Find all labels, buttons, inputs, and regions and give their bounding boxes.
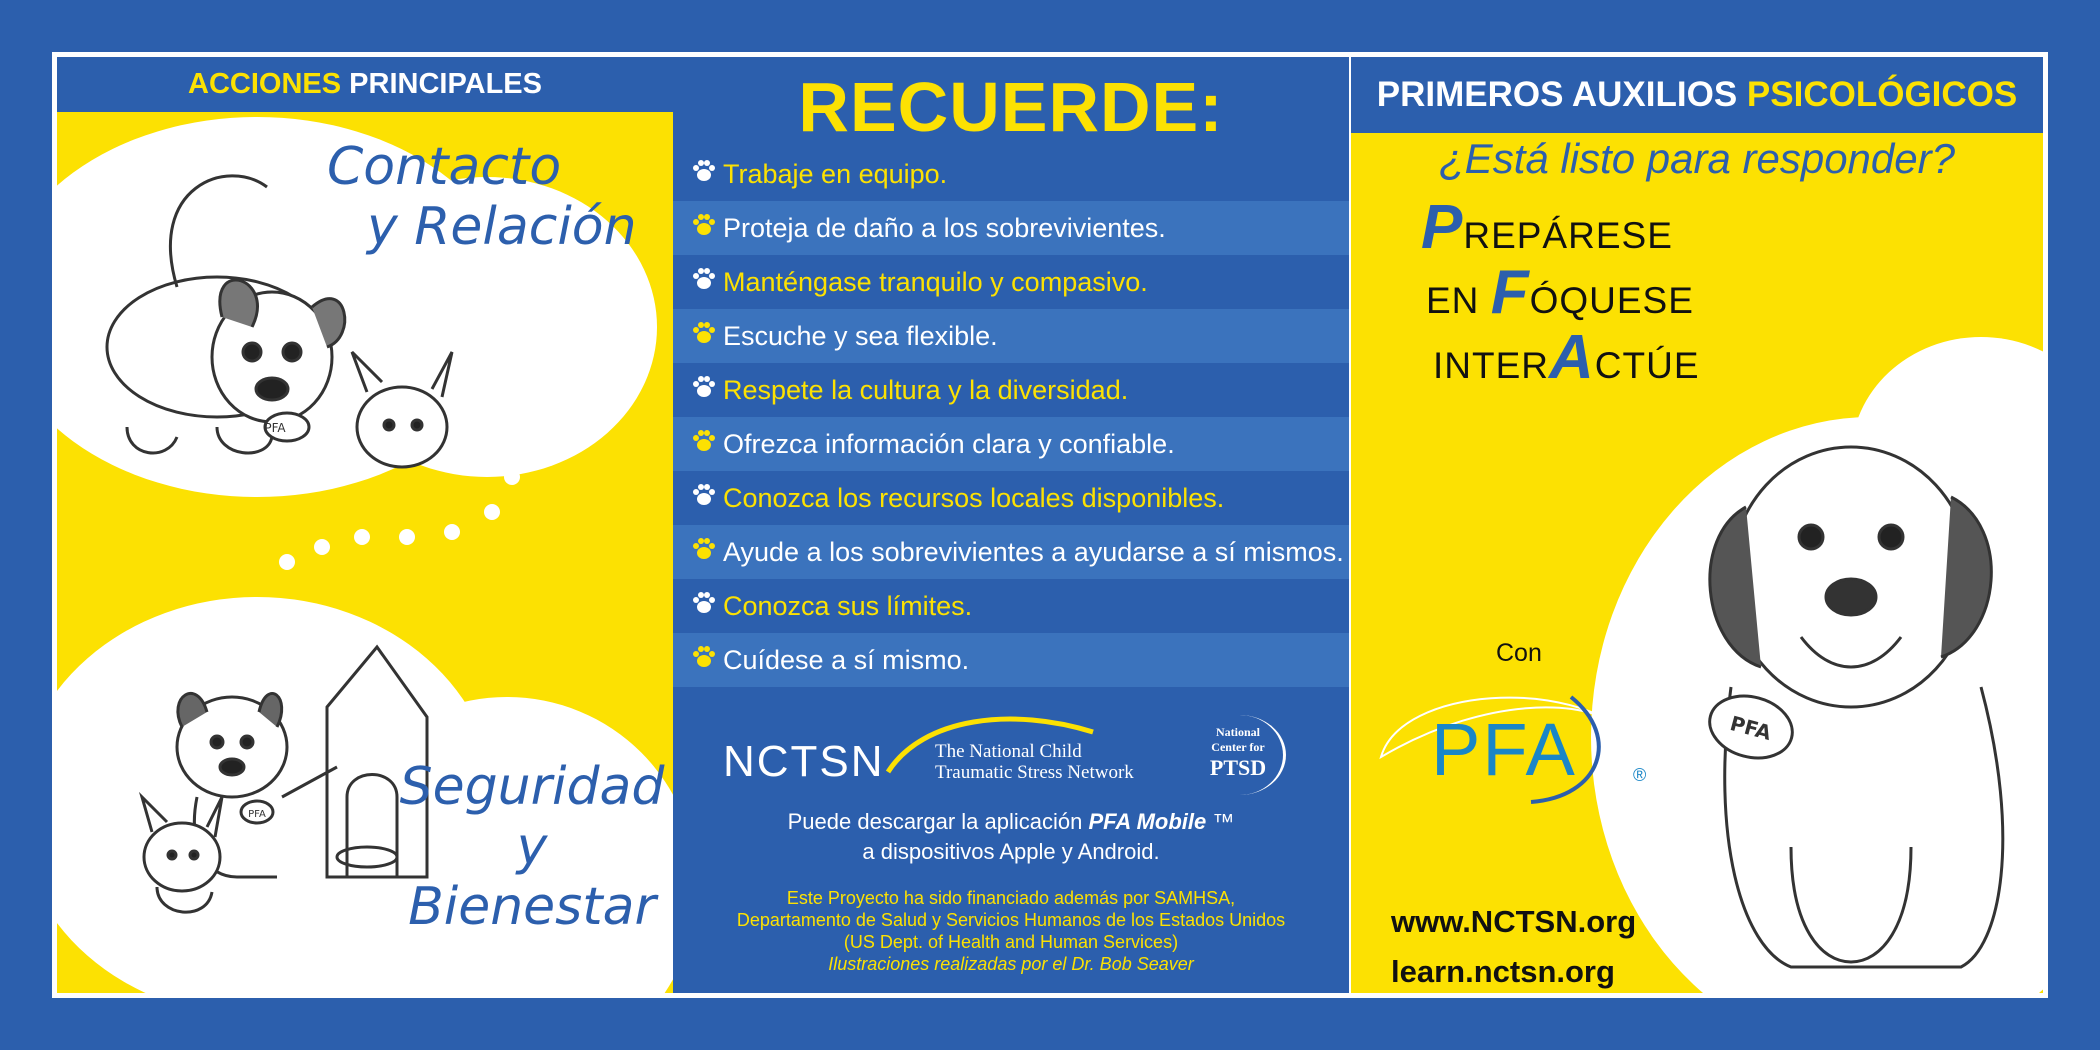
funding-line2: Departamento de Salud y Servicios Humanos de los Estados Unidos <box>736 910 1286 930</box>
ptsd-line1: National <box>1215 725 1260 739</box>
download-line1 <box>673 807 1349 837</box>
pfa-wordmark: PFA <box>1431 708 1577 791</box>
acronym-suffix: REPÁRESE <box>1463 215 1673 256</box>
dotted-path <box>277 387 537 627</box>
ptsd-line2: Center for <box>1211 740 1265 754</box>
acronym-suffix: CTÚE <box>1594 345 1700 386</box>
tip-item <box>673 309 1349 363</box>
registered-mark: ® <box>1633 765 1647 785</box>
funding-line1: Este Proyecto ha sido financiado además por SAMHSA, <box>786 888 1236 908</box>
nctsn-name-line2: Traumatic Stress Network <box>935 762 1134 783</box>
download-line2: a dispositivos Apple y Android. <box>862 839 1160 864</box>
acronym-prefix: EN <box>1426 280 1491 321</box>
safety-line2: y <box>516 817 548 877</box>
tip-text: Escuche y sea flexible. <box>723 320 998 351</box>
paw-icon <box>673 644 723 677</box>
tip-item <box>673 201 1349 255</box>
acronym-suffix: ÓQUESE <box>1529 280 1694 321</box>
tip-text: Proteja de daño a los sobrevivientes. <box>723 212 1166 243</box>
ptsd-logo <box>1193 715 1286 795</box>
acronym-letter-p: P <box>1421 193 1464 262</box>
tip-item <box>673 525 1349 579</box>
left-panel <box>57 57 673 993</box>
paw-icon <box>673 482 723 515</box>
acronym-focus <box>1426 257 1694 328</box>
ready-question: ¿Está listo para responder? <box>1439 135 1955 182</box>
tip-item <box>673 417 1349 471</box>
tip-text: Ayude a los sobrevivientes a ayudarse a sí mismos. <box>723 536 1344 567</box>
paw-icon <box>673 374 723 407</box>
website-links <box>1391 897 1636 993</box>
illustration-credit: Ilustraciones realizadas por el Dr. Bob Seaver <box>828 954 1194 974</box>
safety-line3: Bienestar <box>408 877 656 937</box>
paw-icon <box>673 428 723 461</box>
tip-text: Conozca sus límites. <box>723 590 973 621</box>
dog-tag: PFA <box>1727 711 1774 745</box>
tip-text: Manténgase tranquilo y compasivo. <box>723 266 1148 297</box>
big-dog-illustration <box>1651 387 2043 987</box>
safety-heading <box>387 757 673 937</box>
learn-url-link[interactable]: learn.nctsn.org <box>1391 954 1615 989</box>
tip-item <box>673 363 1349 417</box>
right-panel <box>1351 57 2043 993</box>
tips-list <box>673 147 1349 687</box>
left-header <box>57 57 673 112</box>
paw-icon <box>673 536 723 569</box>
recuerde-title: RECUERDE: <box>798 68 1224 146</box>
dog-collar-tag: PFA <box>264 421 286 435</box>
acronym-letter-f: F <box>1490 258 1530 327</box>
header-psicologicos: PSICOLÓGICOS <box>1746 75 2018 114</box>
safety-line1: Seguridad <box>399 757 665 817</box>
nctsn-logo: NCTSN <box>723 737 885 786</box>
dog2-collar-tag: PFA <box>248 809 266 820</box>
tip-item <box>673 579 1349 633</box>
funding-note <box>673 887 1349 975</box>
con-label: Con <box>1496 639 1542 667</box>
paw-icon <box>673 158 723 191</box>
tip-text: Ofrezca información clara y confiable. <box>723 428 1175 459</box>
nctsn-url-link[interactable]: www.NCTSN.org <box>1391 904 1637 939</box>
nctsn-name <box>935 741 1134 783</box>
funding-line3: (US Dept. of Health and Human Services) <box>843 932 1179 952</box>
paw-icon <box>673 590 723 623</box>
nctsn-name-line1: The National Child <box>935 741 1082 762</box>
paw-icon <box>673 212 723 245</box>
download-prefix: Puede descargar la aplicación <box>787 809 1089 834</box>
tip-text: Conozca los recursos locales disponibles. <box>723 482 1225 513</box>
acronym-prefix: INTER <box>1433 345 1549 386</box>
acronym-prepare <box>1421 192 1673 263</box>
header-primeros-auxilios: PRIMEROS AUXILIOS <box>1376 75 1738 114</box>
acronym-act <box>1433 322 1700 393</box>
tip-item <box>673 255 1349 309</box>
download-app-name: PFA Mobile <box>1088 809 1207 834</box>
tip-item <box>673 471 1349 525</box>
contact-line2: y Relación <box>367 197 637 257</box>
tip-text: Trabaje en equipo. <box>723 158 948 189</box>
header-word-principales: PRINCIPALES <box>349 68 542 100</box>
acronym-letter-a: A <box>1549 323 1595 392</box>
paw-icon <box>673 320 723 353</box>
download-tm: ™ <box>1206 809 1235 834</box>
tip-text: Respete la cultura y la diversidad. <box>723 374 1129 405</box>
header-word-acciones: ACCIONES <box>188 68 342 100</box>
contact-line1: Contacto <box>327 137 562 197</box>
dog-tail <box>170 176 267 287</box>
tip-item <box>673 147 1349 201</box>
pfa-logo <box>1371 677 1651 807</box>
right-header <box>1351 57 2043 133</box>
logos-row <box>673 697 1349 807</box>
tip-item <box>673 633 1349 687</box>
tip-text: Cuídese a sí mismo. <box>723 644 970 675</box>
middle-panel <box>673 57 1349 993</box>
download-note <box>673 807 1349 867</box>
ptsd-line3: PTSD <box>1209 755 1267 780</box>
paw-icon <box>673 266 723 299</box>
